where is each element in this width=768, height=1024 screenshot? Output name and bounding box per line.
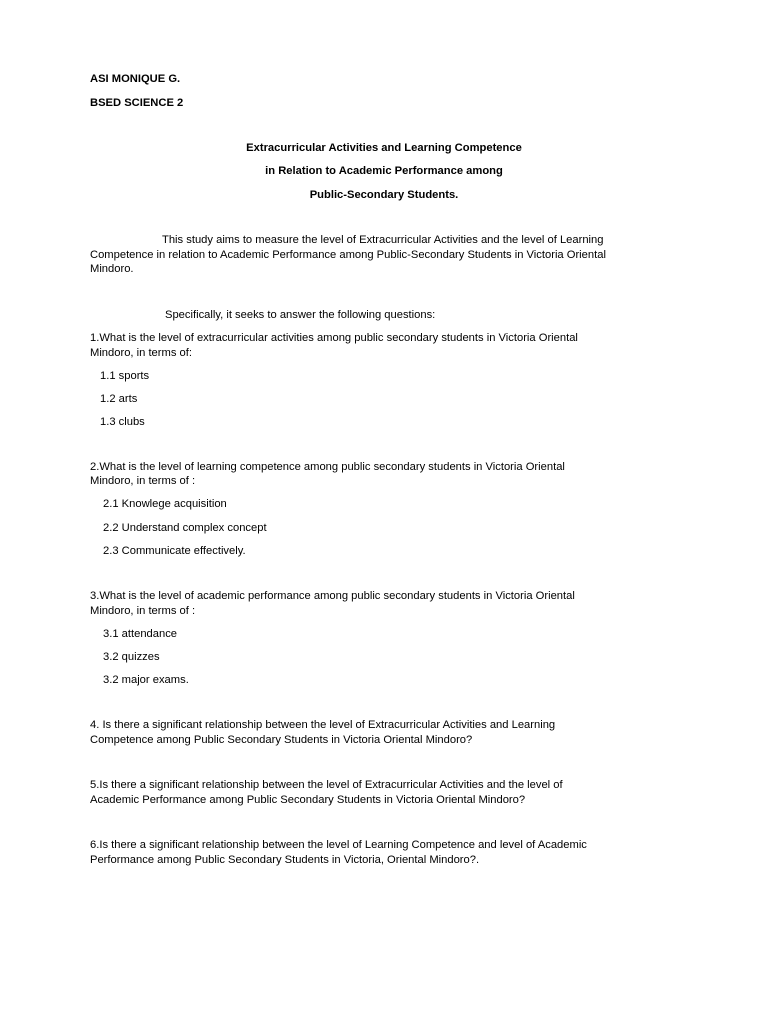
question-2-line-2: Mindoro, in terms of : [90,475,196,487]
list-item: 3.2 quizzes [103,651,160,663]
question-5-line-2: Academic Performance among Public Secondary Students in Victoria Oriental Mindoro? [90,794,526,806]
title-line-3: Public-Secondary Students. [309,189,459,201]
list-item: 1.3 clubs [100,416,145,428]
question-6-line-2: Performance among Public Secondary Students in Victoria, Oriental Mindoro?. [90,854,480,866]
list-item: 2.2 Understand complex concept [103,522,267,534]
intro-line-3: Mindoro. [90,263,134,275]
specific-intro: Specifically, it seeks to answer the following questions: [165,309,436,321]
title-line-2: in Relation to Academic Performance among [265,165,503,177]
list-item: 1.1 sports [100,370,150,382]
list-item: 2.1 Knowlege acquisition [103,498,227,510]
list-item: 2.3 Communicate effectively. [103,545,246,557]
list-item: 3.2 major exams. [103,674,189,686]
title-line-1: Extracurricular Activities and Learning Competence [246,142,522,154]
course-label: BSED SCIENCE 2 [90,97,184,109]
author-name: ASI MONIQUE G. [90,73,181,85]
question-6-line-1: 6.Is there a significant relationship between the level of Learning Competence and level of Academic [90,839,587,851]
question-1-line-2: Mindoro, in terms of: [90,347,192,359]
question-4-line-2: Competence among Public Secondary Students in Victoria Oriental Mindoro? [90,734,473,746]
question-3-line-2: Mindoro, in terms of : [90,605,196,617]
intro-line-1: This study aims to measure the level of Extracurricular Activities and the level of Learning [162,234,604,246]
intro-line-2: Competence in relation to Academic Performance among Public-Secondary Students in Victoria Oriental [90,249,606,261]
question-1-line-1: 1.What is the level of extracurricular activities among public secondary students in Victoria Oriental [90,332,578,344]
question-5-line-1: 5.Is there a significant relationship between the level of Extracurricular Activities and the level of [90,779,563,791]
list-item: 3.1 attendance [103,628,178,640]
question-2-line-1: 2.What is the level of learning competence among public secondary students in Victoria Oriental [90,461,565,473]
question-4-line-1: 4. Is there a significant relationship between the level of Extracurricular Activities and Learning [90,719,556,731]
question-3-line-1: 3.What is the level of academic performance among public secondary students in Victoria Oriental [90,590,575,602]
list-item: 1.2 arts [100,393,138,405]
